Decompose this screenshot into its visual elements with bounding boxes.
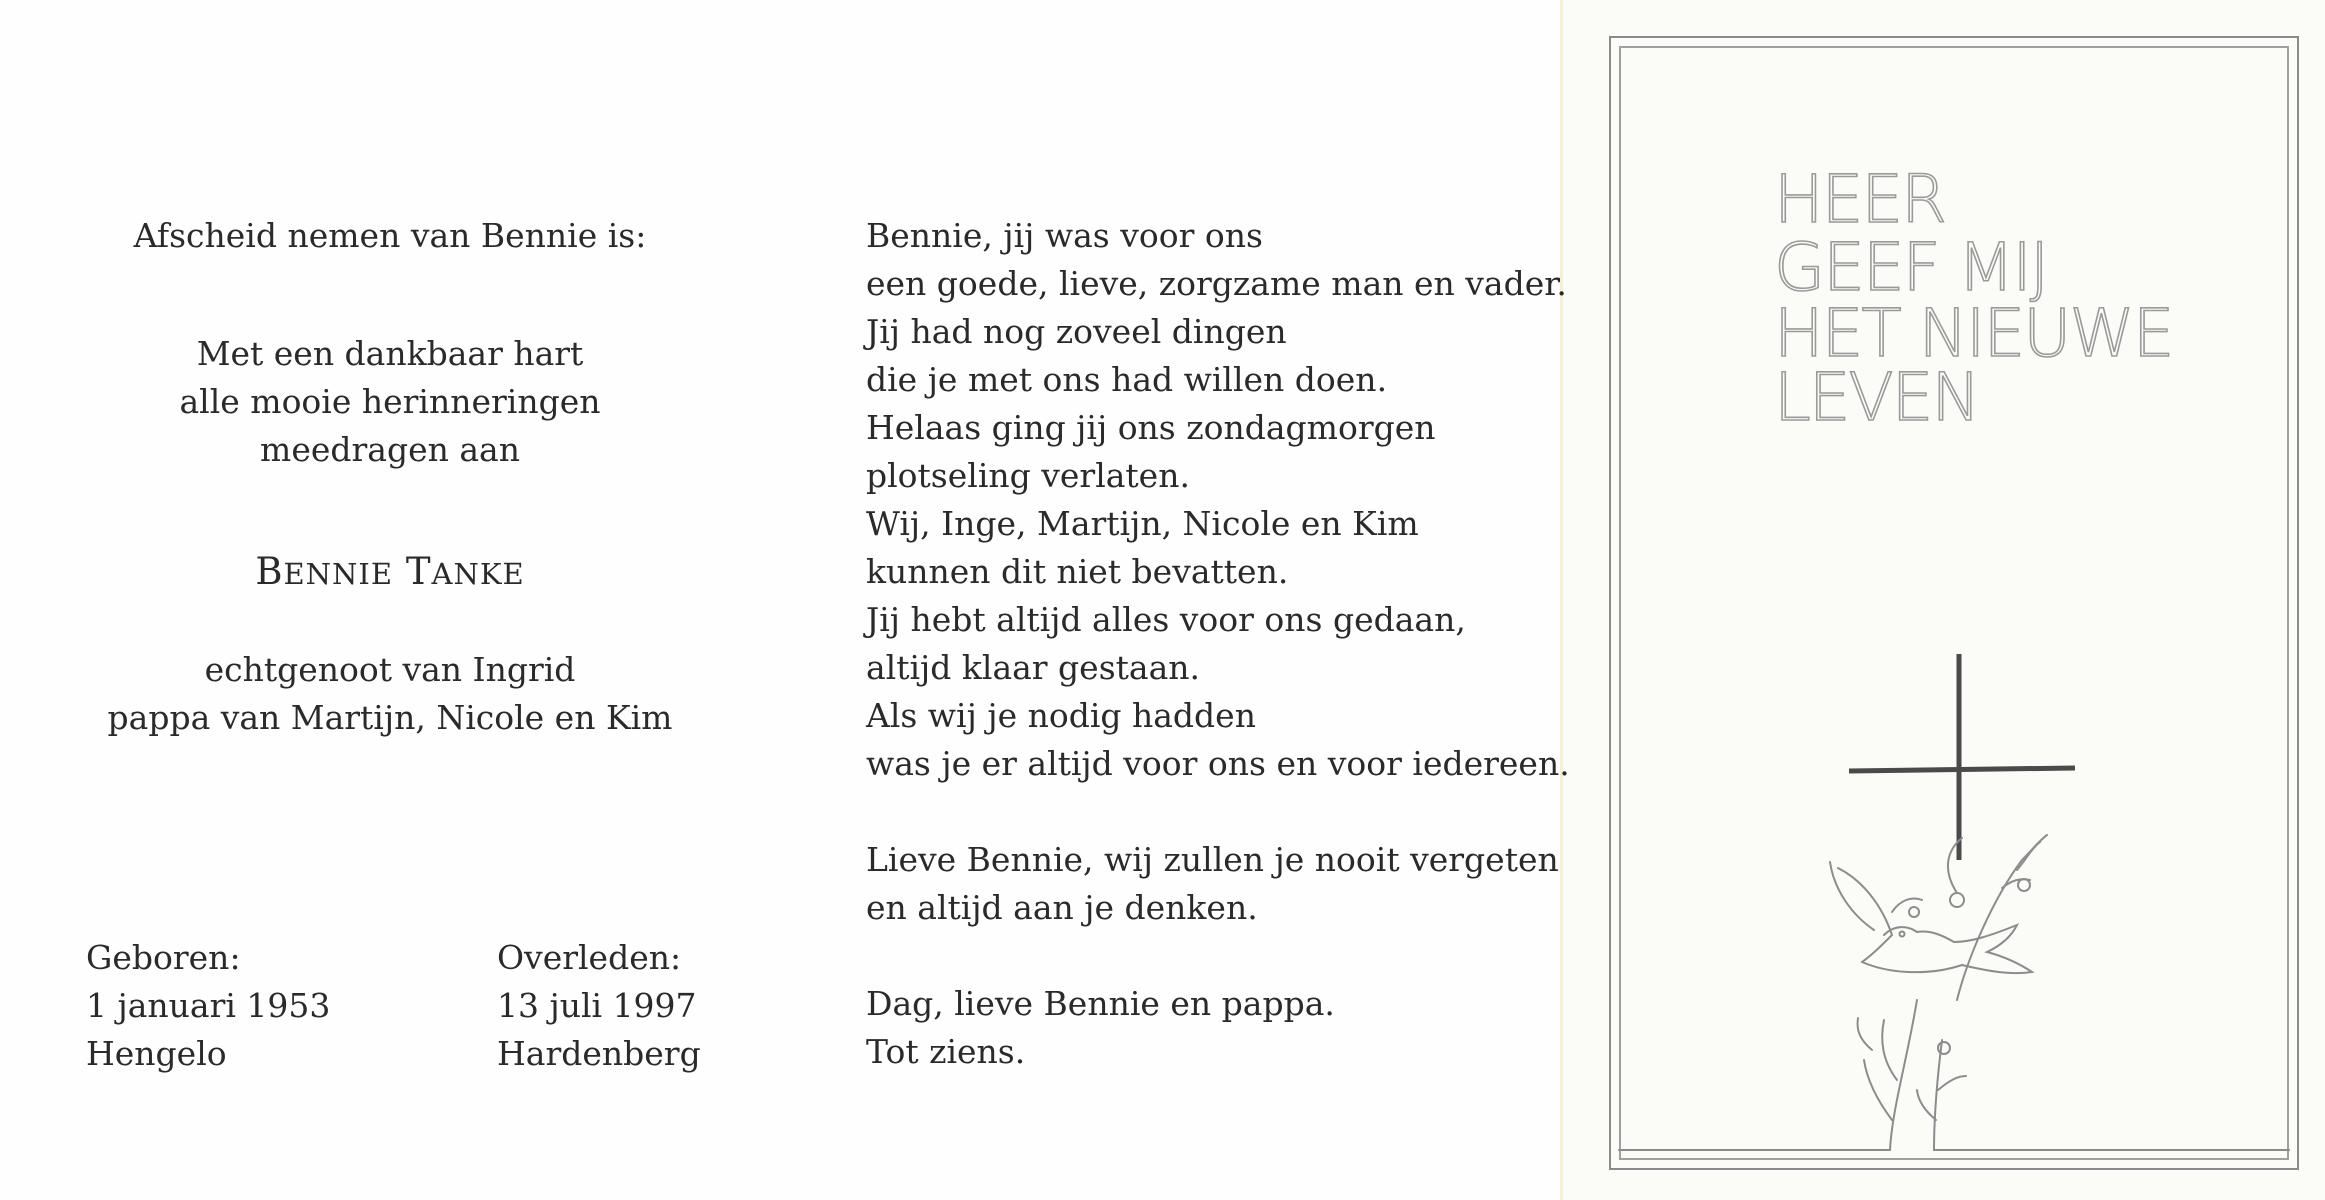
poem-line: Jij hebt altijd alles voor ons gedaan, xyxy=(866,600,1466,639)
poem-line: die je met ons had willen doen. xyxy=(866,360,1388,399)
poem-line: Wij, Inge, Martijn, Nicole en Kim xyxy=(866,504,1419,543)
remembrance-line: meedragen aan xyxy=(260,430,520,469)
poem-line: was je er altijd voor ons en voor iedereen. xyxy=(866,744,1570,783)
relation-line: pappa van Martijn, Nicole en Kim xyxy=(107,698,673,737)
stanza-gap xyxy=(866,788,1570,836)
relation-line: echtgenoot van Ingrid xyxy=(204,650,576,689)
relations-text xyxy=(90,646,690,742)
poem-line: Helaas ging jij ons zondagmorgen xyxy=(866,408,1436,447)
dove-with-branch-icon xyxy=(1619,835,2289,1150)
death-place: Hardenberg xyxy=(497,1034,701,1073)
deceased-name xyxy=(90,548,690,598)
death-info xyxy=(497,934,701,1078)
poem-line: en altijd aan je denken. xyxy=(866,888,1258,927)
cross-icon xyxy=(1849,654,2075,860)
motto-line: HET NIEUWE xyxy=(1774,295,2173,372)
intro-line: Afscheid nemen van Bennie is: xyxy=(133,216,647,255)
name-first-rest: ENNIE xyxy=(283,557,394,591)
name-last-rest: ANKE xyxy=(431,557,525,591)
poem-line: Tot ziens. xyxy=(866,1032,1026,1071)
poem-line: plotseling verlaten. xyxy=(866,456,1190,495)
motto-line: HEER xyxy=(1774,161,1945,238)
motto xyxy=(1774,161,2172,436)
motto-line: LEVEN xyxy=(1774,359,1979,436)
poem-line: Bennie, jij was voor ons xyxy=(866,216,1263,255)
poem-line: Als wij je nodig hadden xyxy=(866,696,1256,735)
poem-line: Dag, lieve Bennie en pappa. xyxy=(866,984,1335,1023)
poem-line: Jij had nog zoveel dingen xyxy=(866,312,1287,351)
poem-line: een goede, lieve, zorgzame man en vader. xyxy=(866,264,1567,303)
remembrance-line: alle mooie herinneringen xyxy=(179,382,601,421)
poem-line: Lieve Bennie, wij zullen je nooit vergeten xyxy=(866,840,1559,879)
name-first-cap: B xyxy=(255,550,284,593)
remembrance-line: Met een dankbaar hart xyxy=(196,334,584,373)
birth-info xyxy=(86,934,330,1078)
motto-line: GEEF MIJ xyxy=(1774,229,2048,306)
poem-line: altijd klaar gestaan. xyxy=(866,648,1200,687)
death-date: 13 juli 1997 xyxy=(497,986,697,1025)
poem xyxy=(866,212,1570,1076)
birth-label: Geboren: xyxy=(86,938,241,977)
birth-place: Hengelo xyxy=(86,1034,227,1073)
name-last-cap: T xyxy=(405,550,432,593)
poem-line: kunnen dit niet bevatten. xyxy=(866,552,1289,591)
cover-artwork xyxy=(1562,0,2325,1200)
birth-date: 1 januari 1953 xyxy=(86,986,331,1025)
death-label: Overleden: xyxy=(497,938,682,977)
stanza-gap xyxy=(866,932,1570,980)
remembrance-text xyxy=(90,330,690,474)
